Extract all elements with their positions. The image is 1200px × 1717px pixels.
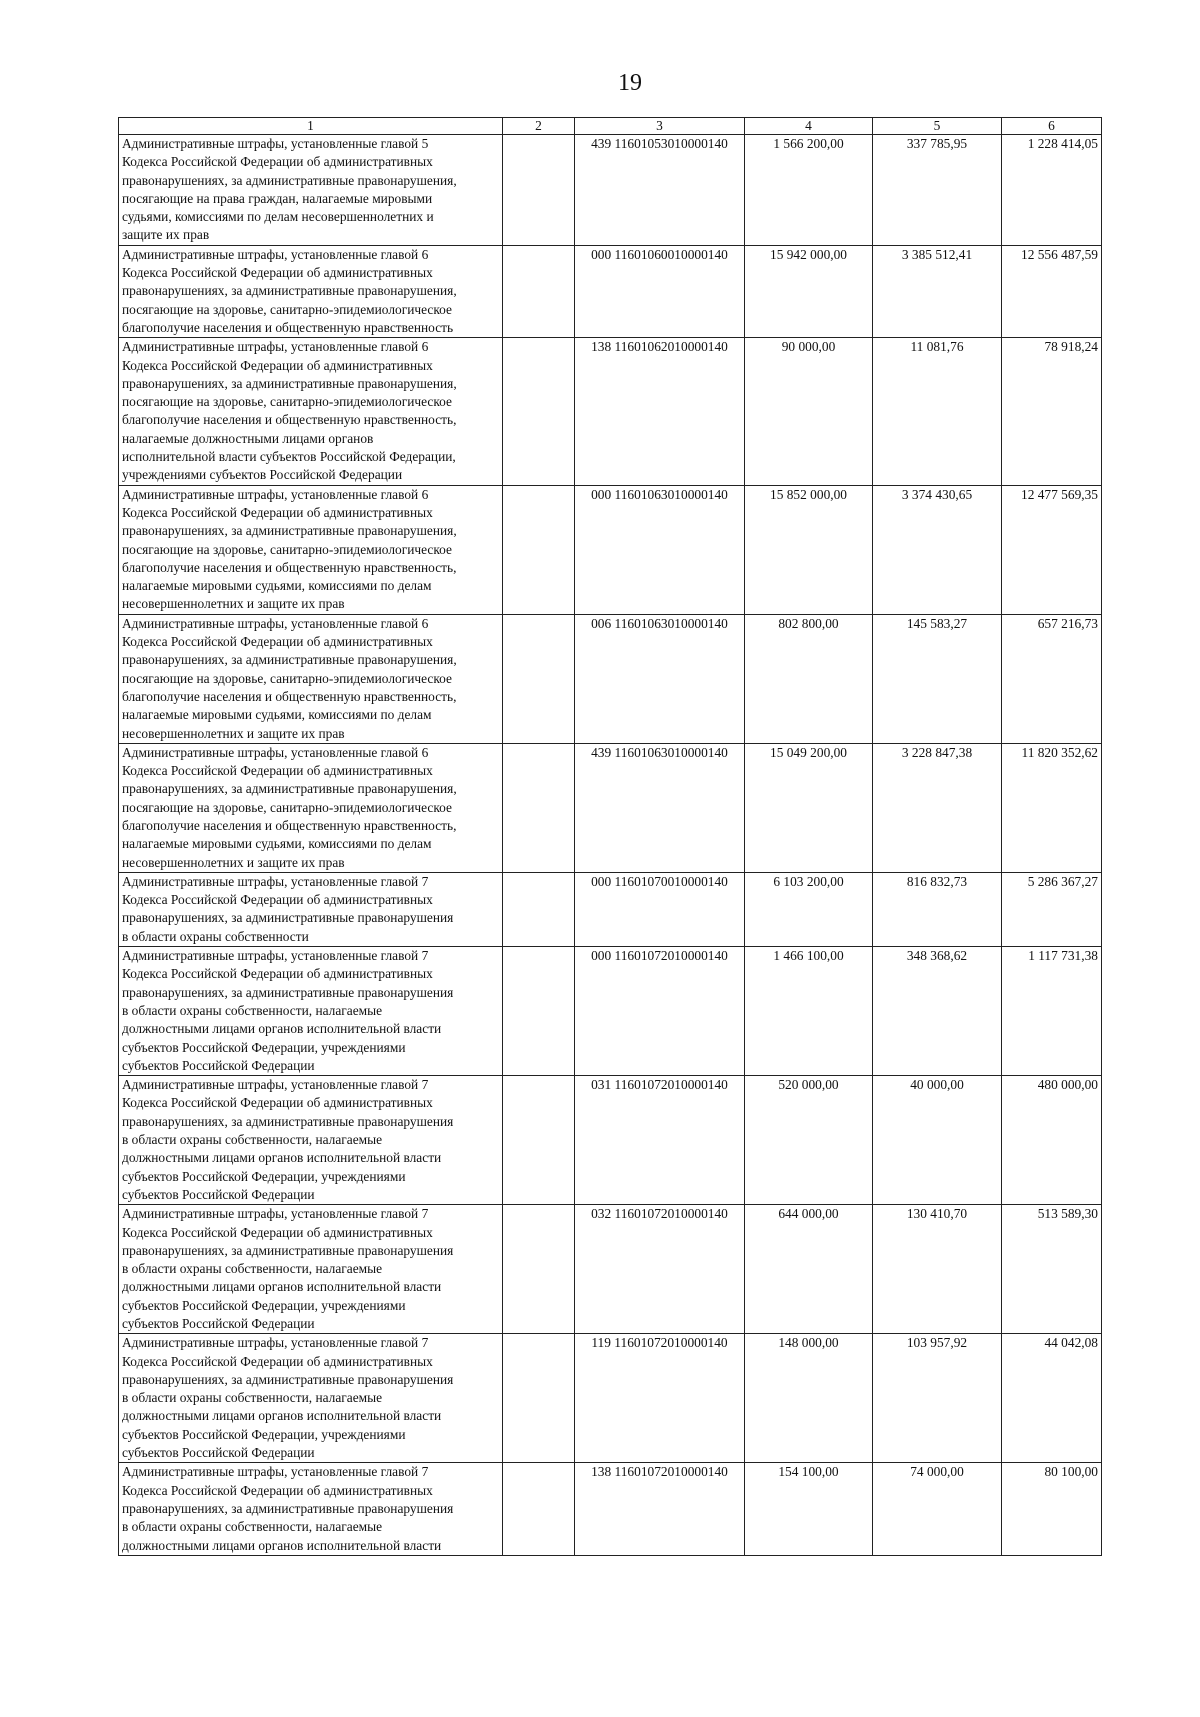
executed-amount: 74 000,00 bbox=[873, 1463, 1002, 1555]
budget-classification-code: 138 11601072010000140 bbox=[575, 1463, 745, 1555]
remaining-amount: 80 100,00 bbox=[1002, 1463, 1102, 1555]
description-line: посягающие на здоровье, санитарно-эпидемиологическое bbox=[122, 394, 452, 410]
approved-amount: 644 000,00 bbox=[745, 1205, 873, 1334]
table-body bbox=[119, 135, 1102, 1556]
description-line: Административные штрафы, установленные главой 6 bbox=[122, 615, 429, 631]
column-header-4: 4 bbox=[745, 118, 873, 135]
approved-amount: 802 800,00 bbox=[745, 614, 873, 743]
description-line: Кодекса Российской Федерации об административных bbox=[122, 966, 433, 982]
revenue-description bbox=[119, 1334, 503, 1463]
revenue-description bbox=[119, 947, 503, 1076]
description-line: учреждениями субъектов Российской Федерации bbox=[122, 467, 403, 483]
remaining-amount: 657 216,73 bbox=[1002, 614, 1102, 743]
table-row bbox=[119, 245, 1102, 337]
description-line: правонарушениях, за административные правонарушения bbox=[122, 910, 454, 926]
executed-amount: 11 081,76 bbox=[873, 338, 1002, 485]
description-line: правонарушениях, за административные правонарушения, bbox=[122, 652, 457, 668]
column-2-cell bbox=[503, 245, 575, 337]
description-line: благополучие населения и общественную нравственность, bbox=[122, 688, 457, 704]
approved-amount: 15 942 000,00 bbox=[745, 245, 873, 337]
budget-classification-code: 439 11601053010000140 bbox=[575, 135, 745, 246]
description-line: исполнительной власти субъектов Российской Федерации, bbox=[122, 449, 456, 465]
description-line: благополучие населения и общественную нравственность, bbox=[122, 559, 457, 575]
budget-classification-code: 439 11601063010000140 bbox=[575, 743, 745, 872]
description-line: Административные штрафы, установленные главой 7 bbox=[122, 1335, 429, 1351]
description-line: субъектов Российской Федерации bbox=[122, 1445, 315, 1461]
description-line: должностными лицами органов исполнительной власти bbox=[122, 1150, 442, 1166]
budget-classification-code: 000 11601063010000140 bbox=[575, 485, 745, 614]
budget-classification-code: 000 11601060010000140 bbox=[575, 245, 745, 337]
description-line: правонарушениях, за административные правонарушения, bbox=[122, 375, 457, 391]
description-line: Административные штрафы, установленные главой 6 bbox=[122, 486, 429, 502]
table-row bbox=[119, 743, 1102, 872]
description-line: Кодекса Российской Федерации об административных bbox=[122, 504, 433, 520]
table-row bbox=[119, 1076, 1102, 1205]
column-2-cell bbox=[503, 872, 575, 946]
revenue-description bbox=[119, 1076, 503, 1205]
table-row bbox=[119, 947, 1102, 1076]
description-line: субъектов Российской Федерации bbox=[122, 1316, 315, 1331]
executed-amount: 3 228 847,38 bbox=[873, 743, 1002, 872]
description-line: субъектов Российской Федерации bbox=[122, 1186, 315, 1202]
description-line: налагаемые должностными лицами органов bbox=[122, 430, 374, 446]
column-number-row bbox=[119, 118, 1102, 135]
description-line: субъектов Российской Федерации, учреждениями bbox=[122, 1426, 406, 1442]
executed-amount: 40 000,00 bbox=[873, 1076, 1002, 1205]
description-line: Кодекса Российской Федерации об административных bbox=[122, 1353, 433, 1369]
table-row bbox=[119, 872, 1102, 946]
description-line: субъектов Российской Федерации, учреждениями bbox=[122, 1168, 406, 1184]
description-line: Административные штрафы, установленные главой 6 bbox=[122, 744, 429, 760]
description-line: правонарушениях, за административные правонарушения bbox=[122, 1113, 454, 1129]
approved-amount: 15 049 200,00 bbox=[745, 743, 873, 872]
executed-amount: 130 410,70 bbox=[873, 1205, 1002, 1334]
description-line: несовершеннолетних и защите их прав bbox=[122, 854, 345, 870]
description-line: Кодекса Российской Федерации об административных bbox=[122, 634, 433, 650]
description-line: правонарушениях, за административные правонарушения bbox=[122, 1371, 454, 1387]
description-line: Административные штрафы, установленные главой 5 bbox=[122, 136, 429, 151]
remaining-amount: 12 477 569,35 bbox=[1002, 485, 1102, 614]
column-2-cell bbox=[503, 338, 575, 485]
description-line: правонарушениях, за административные правонарушения, bbox=[122, 523, 457, 539]
table-row bbox=[119, 338, 1102, 485]
description-line: в области охраны собственности, налагаемые bbox=[122, 1519, 383, 1535]
budget-classification-code: 006 11601063010000140 bbox=[575, 614, 745, 743]
description-line: правонарушениях, за административные правонарушения, bbox=[122, 283, 457, 299]
description-line: правонарушениях, за административные правонарушения, bbox=[122, 781, 457, 797]
description-line: налагаемые мировыми судьями, комиссиями по делам bbox=[122, 707, 432, 723]
column-2-cell bbox=[503, 135, 575, 246]
table-row bbox=[119, 1205, 1102, 1334]
approved-amount: 154 100,00 bbox=[745, 1463, 873, 1555]
executed-amount: 337 785,95 bbox=[873, 135, 1002, 246]
remaining-amount: 44 042,08 bbox=[1002, 1334, 1102, 1463]
column-header-3: 3 bbox=[575, 118, 745, 135]
description-line: Кодекса Российской Федерации об административных bbox=[122, 357, 433, 373]
description-line: правонарушениях, за административные правонарушения bbox=[122, 1242, 454, 1258]
description-line: в области охраны собственности, налагаемые bbox=[122, 1132, 383, 1148]
budget-classification-code: 000 11601072010000140 bbox=[575, 947, 745, 1076]
description-line: Кодекса Российской Федерации об административных bbox=[122, 763, 433, 779]
description-line: защите их прав bbox=[122, 227, 210, 243]
column-2-cell bbox=[503, 947, 575, 1076]
description-line: благополучие населения и общественную нравственность, bbox=[122, 412, 457, 428]
revenue-description bbox=[119, 1205, 503, 1334]
approved-amount: 520 000,00 bbox=[745, 1076, 873, 1205]
budget-classification-code: 119 11601072010000140 bbox=[575, 1334, 745, 1463]
remaining-amount: 5 286 367,27 bbox=[1002, 872, 1102, 946]
description-line: посягающие на права граждан, налагаемые мировыми bbox=[122, 190, 433, 206]
budget-classification-code: 138 11601062010000140 bbox=[575, 338, 745, 485]
description-line: Административные штрафы, установленные главой 6 bbox=[122, 246, 429, 262]
column-header-2: 2 bbox=[503, 118, 575, 135]
column-2-cell bbox=[503, 743, 575, 872]
page-number: 19 bbox=[618, 70, 642, 96]
remaining-amount: 78 918,24 bbox=[1002, 338, 1102, 485]
approved-amount: 148 000,00 bbox=[745, 1334, 873, 1463]
description-line: несовершеннолетних и защите их прав bbox=[122, 596, 345, 612]
revenue-description bbox=[119, 872, 503, 946]
description-line: Кодекса Российской Федерации об административных bbox=[122, 154, 433, 170]
approved-amount: 1 566 200,00 bbox=[745, 135, 873, 246]
table-row bbox=[119, 485, 1102, 614]
column-2-cell bbox=[503, 485, 575, 614]
description-line: несовершеннолетних и защите их прав bbox=[122, 725, 345, 741]
description-line: Административные штрафы, установленные главой 7 bbox=[122, 948, 429, 964]
remaining-amount: 12 556 487,59 bbox=[1002, 245, 1102, 337]
description-line: должностными лицами органов исполнительной власти bbox=[122, 1537, 442, 1553]
description-line: правонарушениях, за административные правонарушения, bbox=[122, 172, 457, 188]
executed-amount: 3 385 512,41 bbox=[873, 245, 1002, 337]
description-line: в области охраны собственности, налагаемые bbox=[122, 1390, 383, 1406]
description-line: Административные штрафы, установленные главой 6 bbox=[122, 339, 429, 355]
description-line: субъектов Российской Федерации bbox=[122, 1057, 315, 1073]
approved-amount: 15 852 000,00 bbox=[745, 485, 873, 614]
description-line: Административные штрафы, установленные главой 7 bbox=[122, 1464, 429, 1480]
column-2-cell bbox=[503, 1076, 575, 1205]
column-header-5: 5 bbox=[873, 118, 1002, 135]
column-2-cell bbox=[503, 614, 575, 743]
remaining-amount: 513 589,30 bbox=[1002, 1205, 1102, 1334]
executed-amount: 145 583,27 bbox=[873, 614, 1002, 743]
approved-amount: 90 000,00 bbox=[745, 338, 873, 485]
description-line: Кодекса Российской Федерации об административных bbox=[122, 1482, 433, 1498]
description-line: должностными лицами органов исполнительной власти bbox=[122, 1021, 442, 1037]
description-line: в области охраны собственности, налагаемые bbox=[122, 1261, 383, 1277]
remaining-amount: 1 228 414,05 bbox=[1002, 135, 1102, 246]
table-row bbox=[119, 614, 1102, 743]
remaining-amount: 1 117 731,38 bbox=[1002, 947, 1102, 1076]
description-line: должностными лицами органов исполнительной власти bbox=[122, 1408, 442, 1424]
description-line: налагаемые мировыми судьями, комиссиями по делам bbox=[122, 836, 432, 852]
table-row bbox=[119, 135, 1102, 246]
description-line: Кодекса Российской Федерации об административных bbox=[122, 1095, 433, 1111]
description-line: Кодекса Российской Федерации об административных bbox=[122, 1224, 433, 1240]
description-line: Кодекса Российской Федерации об административных bbox=[122, 892, 433, 908]
description-line: благополучие населения и общественную нравственность bbox=[122, 319, 454, 335]
description-line: в области охраны собственности bbox=[122, 928, 309, 944]
description-line: в области охраны собственности, налагаемые bbox=[122, 1002, 383, 1018]
description-line: должностными лицами органов исполнительной власти bbox=[122, 1279, 442, 1295]
description-line: субъектов Российской Федерации, учреждениями bbox=[122, 1039, 406, 1055]
budget-classification-code: 032 11601072010000140 bbox=[575, 1205, 745, 1334]
description-line: правонарушениях, за административные правонарушения bbox=[122, 984, 454, 1000]
table-row bbox=[119, 1463, 1102, 1555]
column-header-6: 6 bbox=[1002, 118, 1102, 135]
revenue-description bbox=[119, 245, 503, 337]
description-line: субъектов Российской Федерации, учреждениями bbox=[122, 1297, 406, 1313]
description-line: благополучие населения и общественную нравственность, bbox=[122, 817, 457, 833]
description-line: судьями, комиссиями по делам несовершеннолетних и bbox=[122, 209, 434, 225]
approved-amount: 6 103 200,00 bbox=[745, 872, 873, 946]
executed-amount: 3 374 430,65 bbox=[873, 485, 1002, 614]
table-row bbox=[119, 1334, 1102, 1463]
budget-classification-code: 000 11601070010000140 bbox=[575, 872, 745, 946]
description-line: посягающие на здоровье, санитарно-эпидемиологическое bbox=[122, 799, 452, 815]
description-line: посягающие на здоровье, санитарно-эпидемиологическое bbox=[122, 301, 452, 317]
description-line: посягающие на здоровье, санитарно-эпидемиологическое bbox=[122, 541, 452, 557]
revenue-description bbox=[119, 614, 503, 743]
column-2-cell bbox=[503, 1463, 575, 1555]
description-line: посягающие на здоровье, санитарно-эпидемиологическое bbox=[122, 670, 452, 686]
description-line: налагаемые мировыми судьями, комиссиями по делам bbox=[122, 578, 432, 594]
budget-classification-code: 031 11601072010000140 bbox=[575, 1076, 745, 1205]
revenue-description bbox=[119, 338, 503, 485]
executed-amount: 103 957,92 bbox=[873, 1334, 1002, 1463]
description-line: Административные штрафы, установленные главой 7 bbox=[122, 1206, 429, 1222]
approved-amount: 1 466 100,00 bbox=[745, 947, 873, 1076]
description-line: правонарушениях, за административные правонарушения bbox=[122, 1500, 454, 1516]
remaining-amount: 11 820 352,62 bbox=[1002, 743, 1102, 872]
column-2-cell bbox=[503, 1205, 575, 1334]
revenue-description bbox=[119, 485, 503, 614]
description-line: Кодекса Российской Федерации об административных bbox=[122, 265, 433, 281]
budget-table bbox=[118, 117, 1102, 1556]
executed-amount: 348 368,62 bbox=[873, 947, 1002, 1076]
revenue-description bbox=[119, 135, 503, 246]
executed-amount: 816 832,73 bbox=[873, 872, 1002, 946]
column-header-1: 1 bbox=[119, 118, 503, 135]
description-line: Административные штрафы, установленные главой 7 bbox=[122, 1077, 429, 1093]
description-line: Административные штрафы, установленные главой 7 bbox=[122, 873, 429, 889]
column-2-cell bbox=[503, 1334, 575, 1463]
revenue-description bbox=[119, 1463, 503, 1555]
revenue-description bbox=[119, 743, 503, 872]
remaining-amount: 480 000,00 bbox=[1002, 1076, 1102, 1205]
